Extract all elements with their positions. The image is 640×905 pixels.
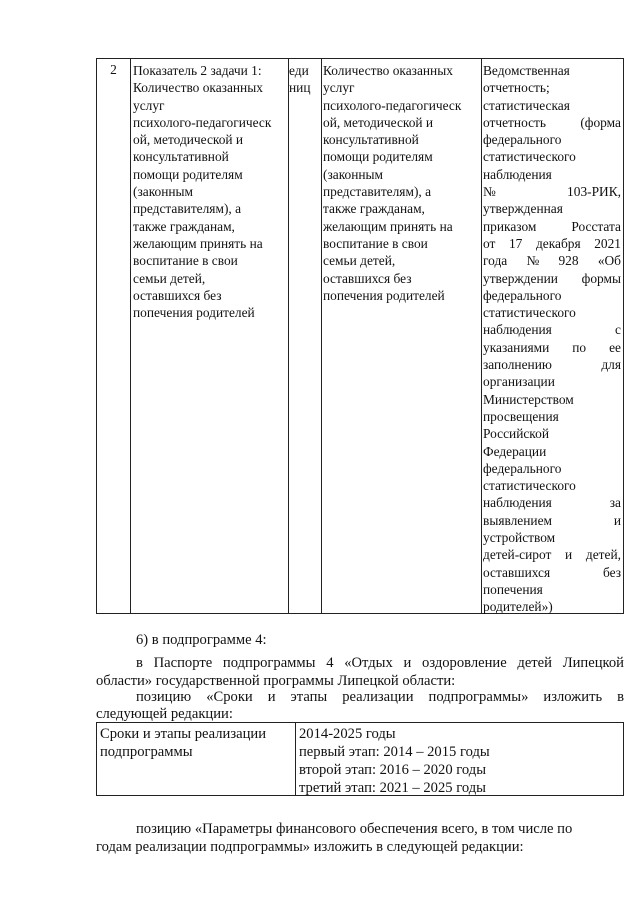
data-source-word: Ведомственная — [483, 63, 570, 78]
paragraph-word: «Сроки — [206, 689, 253, 705]
data-source-word: 928 — [558, 253, 579, 269]
data-source-line — [483, 408, 621, 425]
data-source-line — [483, 598, 621, 615]
data-source-word: федерального — [483, 460, 562, 476]
indicator-name-line: также гражданам, — [133, 218, 235, 234]
data-source-word: без — [602, 564, 621, 580]
data-source-line — [483, 391, 621, 408]
indicator-name-line: попечения родителей — [133, 305, 255, 321]
paragraph-passport-line2: области» государственной программы Липецкой области: — [96, 673, 456, 689]
data-source-word: детей, — [585, 547, 621, 563]
data-source-word: и — [613, 512, 621, 528]
data-source-word: по — [572, 339, 587, 355]
data-source-word: просвещения — [483, 408, 559, 424]
data-source-word: от — [483, 235, 496, 251]
data-source-word: утверждении — [483, 270, 558, 286]
data-source-line — [483, 200, 621, 217]
data-source-word: наблюдения — [483, 166, 552, 182]
data-source-line — [483, 443, 621, 460]
data-source-line — [483, 581, 621, 598]
indicator-name-line: услуг — [133, 97, 165, 113]
indicator-description-line: услуг — [323, 80, 355, 96]
data-source-word: статистического — [483, 478, 576, 494]
data-source-word: федерального — [483, 132, 562, 148]
data-source-word: наблюдения — [483, 495, 552, 511]
indicator-table — [96, 58, 624, 614]
indicator-name-line: семьи детей, — [133, 270, 206, 286]
indicator-description-line: воспитание в свои — [323, 235, 428, 251]
indicator-description-line: консультативной — [323, 132, 419, 148]
table-divider — [295, 723, 296, 795]
data-source-line — [483, 425, 621, 442]
data-source-line — [483, 373, 621, 390]
paragraph-passport-line1 — [136, 654, 624, 673]
unit-line: еди — [289, 63, 309, 78]
paragraph-word: этапы — [290, 689, 328, 705]
unit-cell — [289, 59, 321, 613]
stages-label: Сроки и этапы реализации подпрограммы — [100, 726, 267, 760]
data-source-word: статистического — [483, 305, 576, 321]
data-source-line — [483, 356, 621, 373]
row-number: 2 — [110, 62, 117, 77]
paragraph-word: Липецкой — [562, 655, 624, 671]
paragraph-word: и — [267, 689, 276, 705]
data-source-word: за — [609, 495, 621, 511]
paragraph-financing-line1: позицию «Параметры финансового обеспечения всего, в том числе по — [136, 821, 573, 837]
data-source-word: «Об — [597, 253, 621, 269]
data-source-word: года — [483, 253, 508, 269]
data-source-line — [483, 339, 621, 356]
unit-line: ниц — [289, 80, 311, 96]
paragraph-word: детей — [517, 655, 552, 671]
data-source-word: 2021 — [594, 235, 621, 251]
paragraph-word: и — [403, 655, 412, 671]
data-source-word: ее — [609, 339, 621, 355]
data-source-word: Росстата — [571, 218, 621, 234]
indicator-name-line: оставшихся без — [133, 287, 222, 303]
indicator-description-line: психолого-педагогическ — [323, 97, 462, 113]
data-source-word: наблюдения — [483, 322, 552, 338]
data-source-line — [483, 564, 621, 581]
paragraph-word: «Отдых — [344, 655, 393, 671]
paragraph-word: оздоровление — [422, 655, 507, 671]
paragraph-position-line2: следующей редакции: — [96, 706, 233, 722]
indicator-name-line: (законным — [133, 184, 194, 200]
data-source-word: Российской — [483, 426, 549, 442]
table-divider — [130, 59, 131, 613]
indicator-name-line: ой, методической и — [133, 132, 244, 148]
paragraph-subprogram-4: 6) в подпрограмме 4: — [136, 632, 267, 648]
data-source-word: устройством — [483, 530, 556, 546]
data-source-word: и — [565, 547, 573, 563]
paragraph-word: изложить — [543, 689, 603, 705]
data-source-word: 103-РИК, — [567, 184, 621, 200]
indicator-name-line: представителям), а — [133, 201, 242, 217]
data-source-line — [483, 62, 621, 79]
data-source-word: отчетность — [483, 114, 546, 130]
indicator-description-line: представителям), а — [323, 184, 432, 200]
paragraph-word: подпрограммы» — [428, 689, 529, 705]
data-source-line — [483, 494, 621, 511]
stages-value: 2014-2025 годы первый этап: 2014 – 2015 годы второй этап: 2016 – 2020 годы третий этап: 2021 – 2025 годы — [299, 726, 490, 796]
indicator-name-line: психолого-педагогическ — [133, 114, 272, 130]
data-source-word: Федерации — [483, 443, 547, 459]
paragraph-word: подпрограммы — [222, 655, 316, 671]
data-source-line — [483, 114, 621, 131]
indicator-name-line: консультативной — [133, 149, 229, 165]
data-source-word: статистическая — [483, 97, 570, 113]
indicator-name-line: помощи родителям — [133, 166, 243, 182]
data-source-word: для — [601, 357, 621, 373]
data-source-line — [483, 79, 621, 96]
data-source-word: № — [526, 253, 540, 269]
data-source-word: утвержденная — [483, 201, 563, 217]
data-source-word: формы — [581, 270, 621, 286]
data-source-word: заполнению — [483, 357, 552, 373]
data-source-word: детей-сирот — [483, 547, 552, 563]
indicator-description-cell — [323, 59, 483, 613]
indicator-name-line: воспитание в свои — [133, 253, 238, 269]
indicator-description-line: Количество оказанных — [323, 63, 453, 78]
paragraph-word: в — [617, 689, 624, 705]
paragraph-financing-line2: годам реализации подпрограммы» изложить в следующей редакции: — [96, 839, 524, 855]
indicator-description-line: семьи детей, — [323, 253, 396, 269]
data-source-line — [483, 512, 621, 529]
indicator-description-line: ой, методической и — [323, 114, 434, 130]
data-source-line — [483, 270, 621, 287]
data-source-word: попечения — [483, 581, 543, 597]
paragraph-word: в — [136, 655, 143, 671]
paragraph-word: 4 — [326, 655, 334, 671]
data-source-word: 17 — [508, 235, 523, 251]
data-source-word: родителей») — [483, 599, 553, 615]
indicator-description-line: оставшихся без — [323, 270, 412, 286]
indicator-name-line: Показатель 2 задачи 1: — [133, 63, 262, 78]
indicator-name-line: Количество оказанных — [133, 80, 263, 96]
data-source-word: статистического — [483, 149, 576, 165]
data-source-word: организации — [483, 374, 555, 390]
paragraph-word: Паспорте — [153, 655, 213, 671]
data-source-line — [483, 304, 621, 321]
data-source-line — [483, 218, 621, 235]
paragraph-word: реализации — [342, 689, 414, 705]
data-source-word: отчетность; — [483, 80, 550, 96]
indicator-description-line: (законным — [323, 166, 384, 182]
stages-table — [96, 722, 624, 796]
indicator-description-line: также гражданам, — [323, 201, 425, 217]
data-source-word: № — [483, 184, 496, 200]
data-source-word: приказом — [483, 218, 537, 234]
data-source-line — [483, 148, 621, 165]
data-source-word: выявлением — [483, 512, 552, 528]
data-source-line — [483, 183, 621, 200]
data-source-word: с — [615, 322, 621, 338]
data-source-line — [483, 321, 621, 338]
data-source-cell — [483, 59, 625, 613]
indicator-description-line: желающим принять на — [323, 218, 453, 234]
data-source-line — [483, 252, 621, 269]
paragraph-word: позицию — [136, 689, 192, 705]
indicator-description-line: помощи родителям — [323, 149, 433, 165]
data-source-line — [483, 287, 621, 304]
data-source-line — [483, 131, 621, 148]
data-source-word: указаниями — [483, 339, 550, 355]
data-source-line — [483, 460, 621, 477]
data-source-line — [483, 166, 621, 183]
data-source-word: федерального — [483, 287, 562, 303]
data-source-word: оставшихся — [483, 564, 551, 580]
data-source-word: Министерством — [483, 391, 574, 407]
data-source-line — [483, 97, 621, 114]
data-source-word: (форма — [580, 114, 621, 130]
data-source-line — [483, 546, 621, 563]
data-source-line — [483, 477, 621, 494]
indicator-name-line: желающим принять на — [133, 235, 263, 251]
indicator-description-line: попечения родителей — [323, 287, 445, 303]
data-source-line — [483, 235, 621, 252]
data-source-line — [483, 529, 621, 546]
data-source-word: декабря — [535, 235, 581, 251]
